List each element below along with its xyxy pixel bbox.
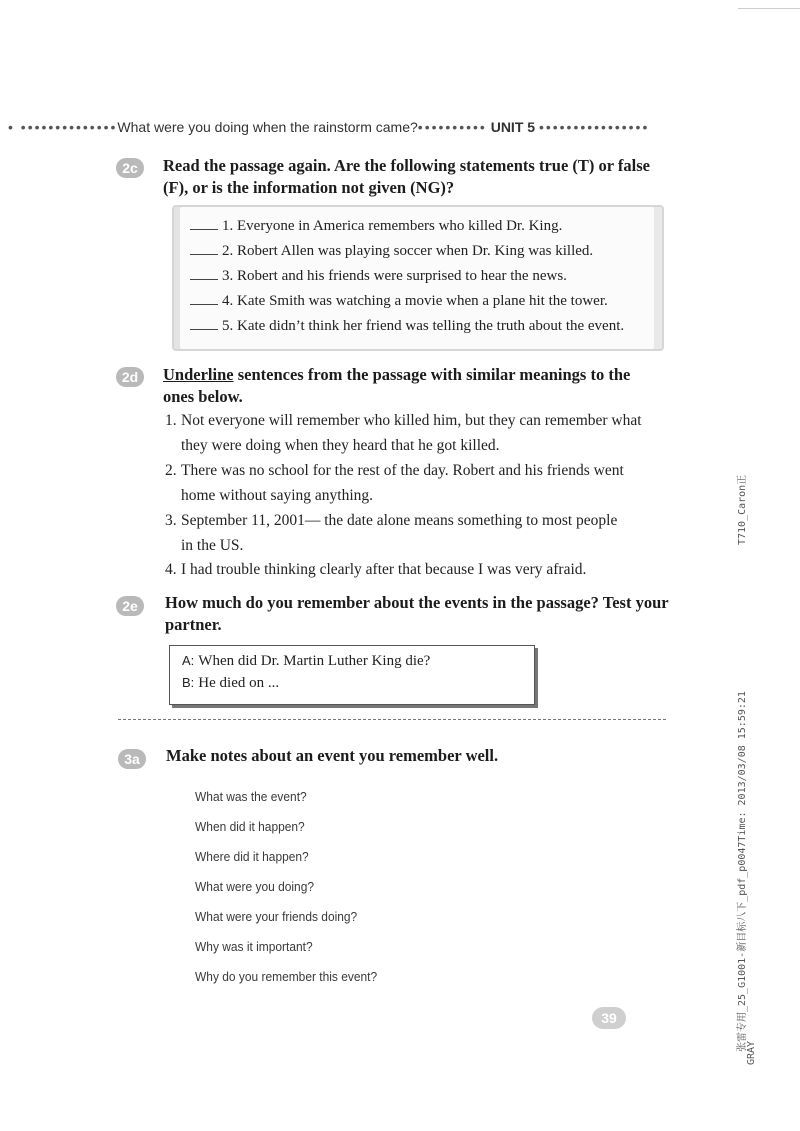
running-header: [8, 119, 738, 139]
answer-blank[interactable]: [190, 253, 218, 255]
sentence-text: September 11, 2001— the date alone means something to most people: [181, 512, 618, 529]
statement-1: [190, 218, 562, 235]
sentence-number: 3.: [165, 512, 177, 529]
instruction-2e-line1: How much do you remember about the events in the passage? Test your: [165, 593, 669, 612]
section-divider: [118, 719, 666, 720]
dialogue-line-b: [182, 675, 279, 692]
answer-blank[interactable]: [190, 328, 218, 330]
note-question-5: What were your friends doing?: [195, 909, 358, 924]
instruction-2c-line2: (F), or is the information not given (NG)?: [163, 178, 455, 197]
scan-top-line: [738, 8, 800, 9]
underline-word: Underline: [163, 365, 234, 384]
dialogue-line-a: [182, 653, 430, 670]
sentence-number: 2.: [165, 462, 177, 479]
badge-3a: 3a: [118, 749, 146, 769]
margin-code-top: T710_Caron正: [737, 474, 748, 545]
header-dots-left: • ••••••••••••••: [8, 119, 118, 135]
margin-code-bottom: GRAY: [746, 1040, 757, 1065]
header-unit: UNIT 5: [490, 119, 536, 135]
statement-text: 2. Robert Allen was playing soccer when Dr. King was killed.: [222, 243, 594, 259]
speaker-label: A:: [182, 653, 195, 668]
sentence-text-cont: in the US.: [181, 537, 244, 554]
speaker-label: B:: [182, 675, 195, 690]
sentence-number: 4.: [165, 561, 177, 578]
sentence-text-cont: they were doing when they heard that he got killed.: [181, 437, 500, 454]
note-question-2: When did it happen?: [195, 819, 305, 834]
sentence-1: [165, 408, 665, 458]
badge-2c: 2c: [116, 158, 144, 178]
statement-text: 1. Everyone in America remembers who killed Dr. King.: [222, 218, 563, 234]
sentence-text: Not everyone will remember who killed him, but they can remember what: [181, 412, 642, 429]
sentence-3: [165, 508, 665, 558]
answer-blank[interactable]: [190, 278, 218, 280]
header-dots-mid: ••••••••••: [417, 119, 487, 135]
answer-blank[interactable]: [190, 303, 218, 305]
sentence-text: I had trouble thinking clearly after that because I was very afraid.: [181, 561, 587, 578]
instruction-2d-line2: ones below.: [163, 387, 243, 406]
statement-text: 5. Kate didn’t think her friend was telling the truth about the event.: [222, 318, 625, 334]
instruction-3a: Make notes about an event you remember well.: [166, 746, 499, 765]
instruction-2d: [163, 364, 683, 408]
instruction-2c: [163, 155, 683, 199]
sentence-text: There was no school for the rest of the day. Robert and his friends went: [181, 462, 624, 479]
page-number: 39: [592, 1007, 626, 1029]
note-question-3: Where did it happen?: [195, 849, 309, 864]
sentence-2: [165, 458, 665, 508]
statement-text: 3. Robert and his friends were surprised to hear the news.: [222, 268, 567, 284]
note-question-4: What were you doing?: [195, 879, 315, 894]
instruction-2c-line1: Read the passage again. Are the following statements true (T) or false: [163, 156, 651, 175]
badge-2d: 2d: [116, 367, 144, 387]
statement-3: [190, 268, 567, 285]
sentence-4: [165, 557, 665, 582]
header-dots-right: ••••••••••••••••: [538, 119, 650, 135]
dialogue-text: When did Dr. Martin Luther King die?: [198, 653, 431, 669]
instruction-2e-line2: partner.: [165, 615, 222, 634]
margin-code-middle: 张雷专用_25_G1001-新目标八下_pdf_p0047Time: 2013/03/08 15:59:21: [737, 691, 748, 1052]
note-question-7: Why do you remember this event?: [195, 969, 378, 984]
statement-5: [190, 318, 624, 335]
instruction-2e: [165, 592, 685, 636]
sentence-number: 1.: [165, 412, 177, 429]
instruction-2d-rest: sentences from the passage with similar meanings to the: [233, 365, 631, 384]
badge-2e: 2e: [116, 596, 144, 616]
statement-text: 4. Kate Smith was watching a movie when a plane hit the tower.: [222, 293, 608, 309]
statement-4: [190, 293, 608, 310]
statement-2: [190, 243, 593, 260]
sentence-text-cont: home without saying anything.: [181, 487, 374, 504]
instruction-2d-line1: [163, 364, 683, 386]
dialogue-text: He died on ...: [198, 675, 280, 691]
header-title: What were you doing when the rainstorm came?: [117, 119, 418, 135]
note-question-6: Why was it important?: [195, 939, 313, 954]
note-question-1: What was the event?: [195, 789, 307, 804]
answer-blank[interactable]: [190, 228, 218, 230]
